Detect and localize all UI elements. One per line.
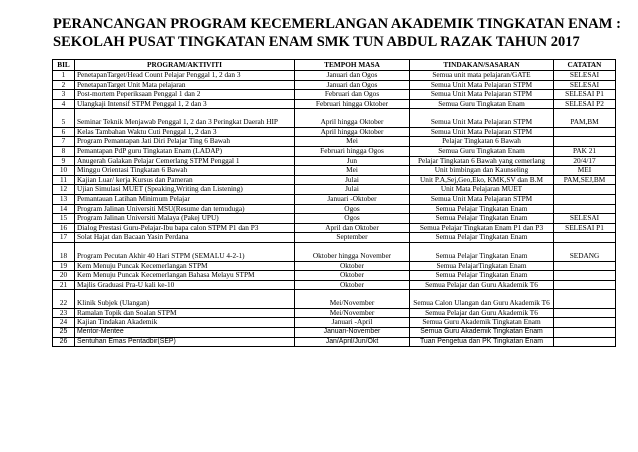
cell-bil: 22 (53, 290, 75, 309)
header-catatan: CATATAN (554, 60, 616, 71)
cell-program: Pemantapan PdP guru Tingkatan Enam (LADAP) (75, 147, 295, 157)
table-row (53, 223, 616, 233)
cell-program: Sentuhan Emas Pentadbir(SEP) (75, 337, 295, 347)
cell-bil: 9 (53, 156, 75, 166)
cell-tindakan: Semua Unit Mata Pelajaran STPM (410, 127, 554, 137)
table-row (53, 280, 616, 290)
table-row (53, 90, 616, 100)
cell-program: Ulangkaji Intensif STPM Penggal 1, 2 dan 3 (75, 99, 295, 109)
cell-catatan (554, 337, 616, 347)
cell-tindakan: Semua Pelajar Tingkatan Enam (410, 233, 554, 243)
cell-program: Pemantauan Latihan Minimum Pelajar (75, 195, 295, 205)
cell-bil: 20 (53, 271, 75, 281)
table-row (53, 243, 616, 262)
cell-catatan (554, 290, 616, 309)
cell-tempoh: Januari -April (295, 318, 410, 328)
cell-tindakan: Semua Pelajar Tingkatan Enam (410, 214, 554, 224)
table-row (53, 290, 616, 309)
cell-tempoh: Mei/November (295, 290, 410, 309)
cell-bil: 13 (53, 195, 75, 205)
cell-tempoh: Oktober (295, 280, 410, 290)
table-row (53, 271, 616, 281)
cell-tindakan: Pelajar Tingkatan 6 Bawah (410, 137, 554, 147)
table-header-row (53, 60, 616, 71)
table-row (53, 109, 616, 128)
cell-catatan (554, 280, 616, 290)
cell-tindakan: Semua Calon Ulangan dan Guru Akademik T6 (410, 290, 554, 309)
cell-tindakan: Semua Guru Akademik Tingkatan Enam (410, 327, 554, 337)
cell-tempoh: Ogos (295, 214, 410, 224)
cell-tempoh: Februari dan Ogos (295, 90, 410, 100)
title-line-2: SEKOLAH PUSAT TINGKATAN ENAM SMK TUN ABDUL RAZAK TAHUN 2017 (53, 34, 580, 50)
cell-catatan: SELESAI P2 (554, 99, 616, 109)
cell-tempoh: Jun (295, 156, 410, 166)
cell-tindakan: Semua Pelajar dan Guru Akademik T6 (410, 308, 554, 318)
cell-program: Ramalan Topik dan Soalan STPM (75, 308, 295, 318)
cell-program: Program Jalinan Universiti MSU(Resume dan temuduga) (75, 204, 295, 214)
cell-tempoh: Mei/November (295, 308, 410, 318)
table-row (53, 71, 616, 81)
cell-tempoh: Januari dan Ogos (295, 71, 410, 81)
cell-bil: 6 (53, 127, 75, 137)
cell-catatan: MEI (554, 166, 616, 176)
table-row (53, 308, 616, 318)
cell-bil: 3 (53, 90, 75, 100)
cell-tindakan: Semua Unit Mata Pelajaran STPM (410, 109, 554, 128)
cell-tindakan: Semua Guru Tingkatan Enam (410, 147, 554, 157)
cell-bil: 10 (53, 166, 75, 176)
header-tempoh: TEMPOH MASA (295, 60, 410, 71)
cell-catatan: 20/4/17 (554, 156, 616, 166)
cell-catatan: SELESAI P1 (554, 223, 616, 233)
cell-program: Majlis Graduasi Pra-U kali ke-10 (75, 280, 295, 290)
cell-catatan (554, 195, 616, 205)
cell-bil: 5 (53, 109, 75, 128)
cell-tempoh: Februari hingga Oktober (295, 99, 410, 109)
cell-program: PenetapanTarget/Head Count Pelajar Penggal 1, 2 dan 3 (75, 71, 295, 81)
cell-catatan (554, 271, 616, 281)
cell-catatan (554, 233, 616, 243)
table-row (53, 166, 616, 176)
cell-catatan (554, 137, 616, 147)
cell-bil: 12 (53, 185, 75, 195)
cell-tindakan: Unit P.A,Sej,Geo,Eko, KMK,SV dan B.M (410, 175, 554, 185)
cell-tindakan: Semua Unit Mata Pelajaran STPM (410, 80, 554, 90)
cell-bil: 14 (53, 204, 75, 214)
table-row (53, 137, 616, 147)
cell-program: Post-mortem Peperiksaan Penggal 1 dan 2 (75, 90, 295, 100)
cell-tindakan: Pelajar Tingkatan 6 Bawah yang cemerlang (410, 156, 554, 166)
cell-tempoh: Ogos (295, 204, 410, 214)
cell-catatan: SELESAI (554, 80, 616, 90)
cell-bil: 16 (53, 223, 75, 233)
cell-tindakan: Unit Mata Pelajaran MUET (410, 185, 554, 195)
cell-program: Program Pecutan Akhir 40 Hari STPM (SEMALU 4-2-1) (75, 243, 295, 262)
cell-tempoh: Jan/April/Jun/Okt (295, 337, 410, 347)
cell-catatan (554, 261, 616, 271)
cell-tempoh: Oktober (295, 271, 410, 281)
cell-tempoh: Oktober (295, 261, 410, 271)
table-row (53, 175, 616, 185)
cell-tempoh: Januari-November (295, 327, 410, 337)
cell-tindakan: Semua unit mata pelajaran/GATE (410, 71, 554, 81)
cell-program: Dialog Prestasi Guru-Pelajar-Ibu bapa calon STPM P1 dan P3 (75, 223, 295, 233)
cell-catatan (554, 327, 616, 337)
cell-bil: 8 (53, 147, 75, 157)
cell-catatan: PAM,BM (554, 109, 616, 128)
cell-program: Program Pemantapan Jati Diri Pelajar Ting 6 Bawah (75, 137, 295, 147)
cell-tindakan: Semua Pelajar Tingkatan Enam (410, 243, 554, 262)
cell-bil: 17 (53, 233, 75, 243)
cell-catatan (554, 308, 616, 318)
cell-tempoh: April hingga Oktober (295, 109, 410, 128)
cell-tempoh: Mei (295, 166, 410, 176)
table-row (53, 261, 616, 271)
table-row (53, 214, 616, 224)
cell-program: PenetapanTarget Unit Mata pelajaran (75, 80, 295, 90)
cell-bil: 15 (53, 214, 75, 224)
cell-catatan: PAM,SEJ,BM (554, 175, 616, 185)
cell-tindakan: Semua Unit Mata Pelajaran STPM (410, 195, 554, 205)
cell-tindakan: Semua Pelajar dan Guru Akademik T6 (410, 280, 554, 290)
table-row (53, 80, 616, 90)
cell-program: Minggu Orientasi Tingkatan 6 Bawah (75, 166, 295, 176)
cell-program: Kem Menuju Puncak Kecemerlangan STPM (75, 261, 295, 271)
cell-catatan: SELESAI (554, 71, 616, 81)
cell-program: Kelas Tambahan Waktu Cuti Penggal 1, 2 dan 3 (75, 127, 295, 137)
header-bil: BIL (53, 60, 75, 71)
cell-bil: 21 (53, 280, 75, 290)
cell-tindakan: Semua Pelajar Tingkatan Enam (410, 271, 554, 281)
cell-tempoh: April hingga Oktober (295, 127, 410, 137)
table-row (53, 327, 616, 337)
cell-catatan: SEDANG (554, 243, 616, 262)
cell-tindakan: Semua PelajarTingkatan Enam (410, 261, 554, 271)
cell-catatan (554, 204, 616, 214)
cell-tindakan: Semua Guru Tingkatan Enam (410, 99, 554, 109)
cell-tempoh: Julai (295, 175, 410, 185)
cell-tempoh: Julai (295, 185, 410, 195)
cell-bil: 18 (53, 243, 75, 262)
cell-bil: 4 (53, 99, 75, 109)
cell-catatan (554, 318, 616, 328)
table-row (53, 99, 616, 109)
header-program: PROGRAM/AKTIVITI (75, 60, 295, 71)
cell-tempoh: Februari hingga Ogos (295, 147, 410, 157)
cell-program: Mentor-Mentee (75, 327, 295, 337)
cell-program: Ujian Simulasi MUET (Speaking,Writing dan Listening) (75, 185, 295, 195)
cell-bil: 1 (53, 71, 75, 81)
table-row (53, 127, 616, 137)
cell-program: Anugerah Galakan Pelajar Cemerlang STPM Penggal 1 (75, 156, 295, 166)
cell-tempoh: Oktober hingga November (295, 243, 410, 262)
program-table (52, 59, 616, 347)
table-row (53, 185, 616, 195)
cell-tindakan: Semua Unit Mata Pelajaran STPM (410, 90, 554, 100)
cell-program: Kem Menuju Puncak Kecemerlangan Bahasa Melayu STPM (75, 271, 295, 281)
title-line-1: PERANCANGAN PROGRAM KECEMERLANGAN AKADEMIK TINGKATAN ENAM : (53, 16, 621, 32)
cell-catatan: SELESAI P1 (554, 90, 616, 100)
table-row (53, 156, 616, 166)
table-row (53, 233, 616, 243)
cell-catatan (554, 185, 616, 195)
cell-tempoh: September (295, 233, 410, 243)
cell-bil: 25 (53, 327, 75, 337)
cell-program: Kajian Luar/ kerja Kursus dan Pameran (75, 175, 295, 185)
cell-program: Solat Hajat dan Bacaan Yasin Perdana (75, 233, 295, 243)
cell-bil: 19 (53, 261, 75, 271)
cell-tindakan: Semua Pelajar Tingkatan Enam P1 dan P3 (410, 223, 554, 233)
cell-tempoh: April dan Oktober (295, 223, 410, 233)
table-row (53, 318, 616, 328)
cell-catatan: PAK 21 (554, 147, 616, 157)
cell-tindakan: Unit bimbingan dan Kaunseling (410, 166, 554, 176)
header-tindakan: TINDAKAN/SASARAN (410, 60, 554, 71)
cell-program: Program Jalinan Universiti Malaya (Pakej UPU) (75, 214, 295, 224)
cell-catatan: SELESAI (554, 214, 616, 224)
cell-bil: 23 (53, 308, 75, 318)
document-title (53, 15, 621, 51)
table-row (53, 195, 616, 205)
table-row (53, 337, 616, 347)
cell-tempoh: Mei (295, 137, 410, 147)
cell-tempoh: Januari -Oktober (295, 195, 410, 205)
cell-bil: 11 (53, 175, 75, 185)
table-row (53, 204, 616, 214)
cell-tindakan: Tuan Pengetua dan PK Tingkatan Enam (410, 337, 554, 347)
cell-program: Kajian Tindakan Akademik (75, 318, 295, 328)
table-row (53, 147, 616, 157)
cell-program: Klinik Subjek (Ulangan) (75, 290, 295, 309)
cell-tindakan: Semua Guru Akademik Tingkatan Enam (410, 318, 554, 328)
cell-bil: 26 (53, 337, 75, 347)
cell-tempoh: Januari dan Ogos (295, 80, 410, 90)
cell-catatan (554, 127, 616, 137)
cell-bil: 7 (53, 137, 75, 147)
cell-bil: 24 (53, 318, 75, 328)
cell-program: Seminar Teknik Menjawab Penggal 1, 2 dan 3 Peringkat Daerah HIP (75, 109, 295, 128)
cell-bil: 2 (53, 80, 75, 90)
cell-tindakan: Semua Pelajar Tingkatan Enam (410, 204, 554, 214)
